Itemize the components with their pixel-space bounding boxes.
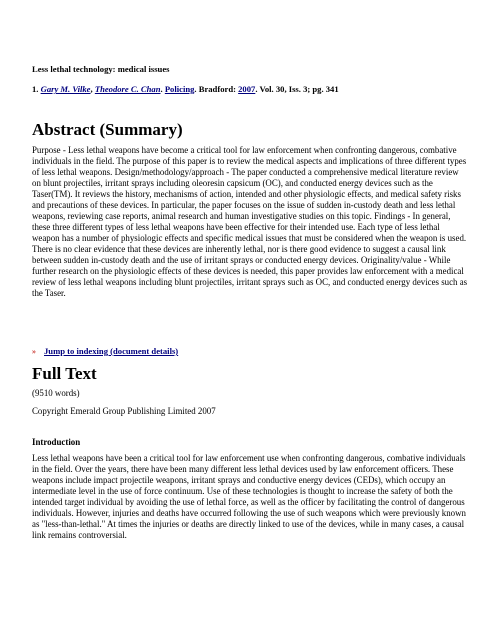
citation-separator: , [90,84,93,94]
document-title: Less lethal technology: medical issues [32,64,170,74]
citation-separator: . [160,84,163,94]
abstract-heading: Abstract (Summary) [32,120,183,139]
citation-number: 1. [32,84,39,94]
bullet-arrow-icon: » [32,347,36,356]
citation-place: . Bradford: [194,84,236,94]
full-text-heading: Full Text [32,364,97,383]
copyright-notice: Copyright Emerald Group Publishing Limited 2007 [32,406,216,416]
introduction-heading: Introduction [32,437,81,447]
citation [32,84,339,94]
year-link[interactable]: 2007 [238,84,256,94]
introduction-text: Less lethal weapons have been a critical tool for law enforcement use when confronting dangerous, combative individuals in the field. Over the years, there have been many different less lethal devices used by law enforcement officers. These weapons include impact projectile weapons, irritant sprays and conductive energy devices (CEDs), which occupy an intermediate level in the use of force continuum. Use of these technologies is thought to increase the safety of both the intended target individual by avoiding the use of lethal force, as well as the officer by facilitating the control of dangerous individuals. However, injuries and deaths have occurred following the use of such weapons which were previously known as "less-than-lethal." At times the injuries or deaths are directly linked to use of the devices, while in many cases, a causal link remains controversial. [32,453,466,540]
word-count: (9510 words) [32,388,80,398]
author-link-vilke[interactable]: Gary M. Vilke [40,84,91,94]
journal-link[interactable]: Policing [164,84,195,94]
citation-details: . Vol. 30, Iss. 3; pg. 341 [255,84,339,94]
author-link-chan[interactable]: Theodore C. Chan [94,84,161,94]
jump-to-indexing-link[interactable]: Jump to indexing (document details) [44,346,179,356]
jump-to-indexing [32,346,178,356]
abstract-text: Purpose - Less lethal weapons have become a critical tool for law enforcement when confronting dangerous, combative individuals in the field. The purpose of this paper is to review the medical aspects and implications of three different types of less lethal weapons. Design/methodology/approach - The paper conducted a comprehensive medical literature review on blunt projectiles, irritant sprays including oleoresin capsicum (OC), and conducted energy devices such as the Taser(TM). It reviews the history, mechanisms of action, intended and other physiologic effects, and medical safety risks and precautions of these devices. In particular, the paper focuses on the issue of sudden in-custody death and less lethal weapons, reviewing case reports, animal research and human investigative studies on this topic. Findings - In general, these three different types of less lethal weapons have been effective for their intended use. Each type of less lethal weapon has a number of physiologic effects and specific medical issues that must be considered when the weapon is used. There is no clear evidence that these devices are inherently lethal, nor is there good evidence to suggest a causal link between sudden in-custody death and the use of irritant sprays or conducted energy devices. Originality/value - While further research on the physiologic effects of these devices is needed, this paper provides law enforcement with a medical review of less lethal weapons including blunt projectiles, irritant sprays such as OC, and conducted energy devices such as the Taser. [32,145,468,298]
